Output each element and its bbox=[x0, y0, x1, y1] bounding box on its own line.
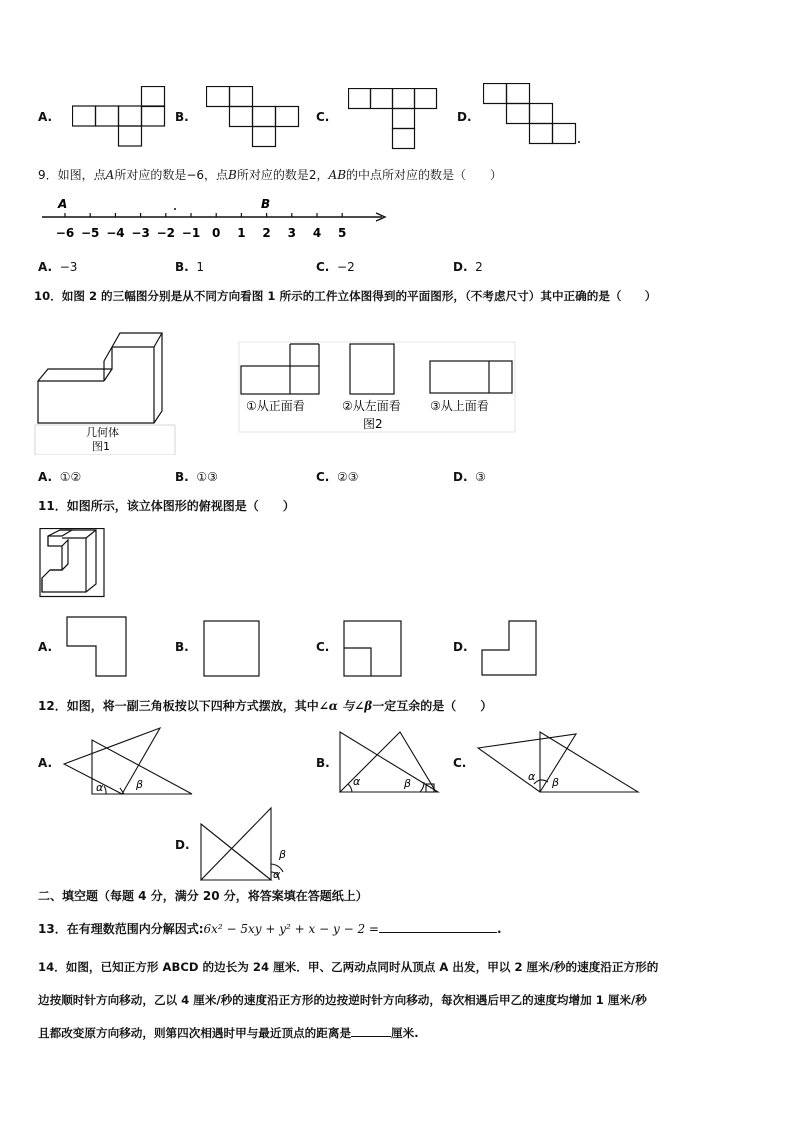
q10-option-d[interactable] bbox=[453, 468, 486, 486]
q9-option-c-key: C. bbox=[316, 260, 330, 274]
q9-option-b[interactable] bbox=[175, 258, 204, 276]
q8-net-a bbox=[72, 86, 168, 148]
q12-option-d-label: D. bbox=[175, 838, 190, 852]
q11-option-d-label: D. bbox=[453, 640, 468, 654]
number-line-tick-label: −2 bbox=[156, 226, 176, 240]
number-line-tick-label: −6 bbox=[55, 226, 75, 240]
view-left-label: ②从左面看 bbox=[342, 399, 401, 413]
number-line-label-a: A bbox=[58, 197, 68, 211]
q12-d-alpha: α bbox=[273, 868, 281, 881]
q9-option-a[interactable] bbox=[38, 258, 77, 276]
number-line-label-b: B bbox=[261, 197, 271, 211]
q14-line-3 bbox=[38, 1024, 419, 1042]
q12-stem-suffix: 一定互余的是（ ） bbox=[372, 699, 493, 713]
q10-option-c[interactable] bbox=[316, 468, 359, 486]
q9-stem-value-b: 2 bbox=[308, 168, 317, 182]
q11-stem: 11．如图所示，该立体图形的俯视图是（ ） bbox=[38, 499, 295, 513]
q13-stem bbox=[38, 920, 502, 938]
q9-stem-point-b: B bbox=[228, 168, 237, 182]
number-line-tick-label: −5 bbox=[80, 226, 100, 240]
q12-stem bbox=[38, 697, 492, 715]
q14-line-2: 边按顺时针方向移动，乙以 4 厘米/秒的速度沿正方形的边按逆时针方向移动，每次相遇后甲乙的速度均增加 1 厘米/秒 bbox=[38, 993, 647, 1007]
q12-c-beta: β bbox=[552, 776, 560, 789]
q8-net-c bbox=[348, 88, 440, 150]
q8-option-a-label: A. bbox=[38, 110, 53, 124]
q13-stem-prefix: 13．在有理数范围内分解因式: bbox=[38, 922, 204, 936]
q9-stem bbox=[38, 166, 502, 184]
q10-option-d-text: ③ bbox=[475, 470, 486, 484]
q10-option-d-key: D. bbox=[453, 470, 468, 484]
q14-answer-blank[interactable] bbox=[351, 1036, 391, 1037]
q9-option-b-key: B. bbox=[175, 260, 189, 274]
q12-a-beta: β bbox=[136, 778, 144, 791]
q11-option-a-label: A. bbox=[38, 640, 53, 654]
fig2-caption: 图2 bbox=[363, 417, 383, 431]
q13-answer-blank[interactable] bbox=[379, 932, 497, 933]
q12-b-beta: β bbox=[404, 777, 412, 790]
q9-stem-mid1: 所对应的数是 bbox=[114, 168, 187, 182]
q14-line-1: 14．如图，已知正方形 ABCD 的边长为 24 厘米．甲、乙两动点同时从顶点 A 出发，甲以 2 厘米/秒的速度沿正方形的 bbox=[38, 960, 659, 974]
q12-option-d-figure bbox=[199, 806, 291, 882]
q9-stem-value-a: −6 bbox=[186, 168, 205, 182]
q8-option-d-label: D. bbox=[457, 110, 472, 124]
q10-figure-1 bbox=[34, 323, 176, 455]
q9-stem-suffix: 的中点所对应的数是（ ） bbox=[346, 168, 503, 182]
number-line-tick-label: 2 bbox=[262, 226, 271, 240]
q9-option-d[interactable] bbox=[453, 258, 483, 276]
q9-option-b-text: 1 bbox=[196, 260, 204, 274]
q11-option-b-figure bbox=[203, 620, 261, 678]
q12-c-alpha: α bbox=[528, 770, 536, 783]
q8-net-d bbox=[483, 83, 583, 147]
q11-option-c-figure bbox=[343, 620, 403, 678]
number-line-tick-label: −3 bbox=[131, 226, 150, 240]
number-line-tick-label: 1 bbox=[237, 226, 246, 240]
q12-option-b-figure bbox=[338, 730, 440, 794]
q8-option-c-label: C. bbox=[316, 110, 330, 124]
q9-stem-mid4: ， bbox=[316, 168, 329, 182]
q10-stem: 10．如图 2 的三幅图分别是从不同方向看图 1 所示的工件立体图得到的平面图形，（不考虑尺寸）其中正确的是（ ） bbox=[34, 289, 657, 303]
q12-option-b-label: B. bbox=[316, 756, 330, 770]
q8-option-b-label: B. bbox=[175, 110, 189, 124]
q9-number-line bbox=[38, 194, 390, 246]
q10-option-b-key: B. bbox=[175, 470, 189, 484]
q9-stem-point-a: A bbox=[105, 168, 115, 182]
q9-option-a-key: A. bbox=[38, 260, 53, 274]
q9-option-c[interactable] bbox=[316, 258, 355, 276]
number-line-tick-label: 4 bbox=[312, 226, 322, 240]
q13-expression: 6x² − 5xy + y² + x − y − 2 = bbox=[203, 922, 379, 936]
q9-stem-prefix: 9．如图，点 bbox=[38, 168, 106, 182]
q12-a-alpha: α bbox=[96, 781, 104, 794]
view-top-label: ③从上面看 bbox=[430, 399, 489, 413]
q9-option-d-key: D. bbox=[453, 260, 468, 274]
q9-option-c-text: −2 bbox=[337, 260, 355, 274]
number-line-tick-label: 3 bbox=[287, 226, 296, 240]
number-line-tick-label: 0 bbox=[212, 226, 221, 240]
q12-option-a-label: A. bbox=[38, 756, 53, 770]
section2-heading: 二、填空题（每题 4 分，满分 20 分，将答案填在答题纸上） bbox=[38, 889, 368, 903]
view-front-label: ①从正面看 bbox=[246, 399, 305, 413]
number-line-tick-label: 5 bbox=[338, 226, 347, 240]
q12-option-c-figure bbox=[476, 730, 640, 794]
fig1-caption: 图1 bbox=[92, 440, 110, 453]
q13-stem-suffix: . bbox=[496, 922, 502, 936]
q12-b-alpha: α bbox=[353, 775, 361, 788]
number-line-tick-label: −4 bbox=[106, 226, 125, 240]
q11-option-c-label: C. bbox=[316, 640, 330, 654]
q11-option-a-figure bbox=[66, 616, 130, 678]
q10-option-c-text: ②③ bbox=[337, 470, 359, 484]
q9-stem-mid3: 所对应的数是 bbox=[236, 168, 309, 182]
fig1-label: 几何体 bbox=[86, 426, 119, 439]
q10-option-b[interactable] bbox=[175, 468, 218, 486]
q10-option-a[interactable] bbox=[38, 468, 81, 486]
q11-option-b-label: B. bbox=[175, 640, 189, 654]
q8-net-b bbox=[206, 86, 302, 148]
q11-solid-figure bbox=[38, 528, 106, 598]
q10-option-a-text: ①② bbox=[59, 470, 82, 484]
q10-option-b-text: ①③ bbox=[196, 470, 218, 484]
q9-option-d-text: 2 bbox=[475, 260, 483, 274]
q10-option-a-key: A. bbox=[38, 470, 53, 484]
q12-stem-prefix: 12．如图，将一副三角板按以下四种方式摆放，其中 bbox=[38, 699, 319, 713]
q9-stem-mid2: ，点 bbox=[204, 168, 229, 182]
q12-d-beta: β bbox=[279, 848, 287, 861]
q14-line-3-prefix: 且都改变原方向移动，则第四次相遇时甲与最近顶点的距离是 bbox=[38, 1026, 352, 1040]
q10-option-c-key: C. bbox=[316, 470, 330, 484]
q10-figure-2 bbox=[238, 340, 516, 434]
q14-line-3-suffix: 厘米. bbox=[391, 1026, 419, 1040]
q12-stem-angles: ∠α 与∠β bbox=[318, 699, 373, 713]
number-line-tick-label: −1 bbox=[181, 226, 201, 240]
number-line-dot bbox=[174, 208, 176, 210]
q9-option-a-text: −3 bbox=[59, 260, 78, 274]
q12-option-a-figure bbox=[62, 726, 194, 796]
q12-option-c-label: C. bbox=[453, 756, 467, 770]
q11-option-d-figure bbox=[481, 620, 539, 678]
q9-stem-segment-ab: AB bbox=[328, 168, 347, 182]
